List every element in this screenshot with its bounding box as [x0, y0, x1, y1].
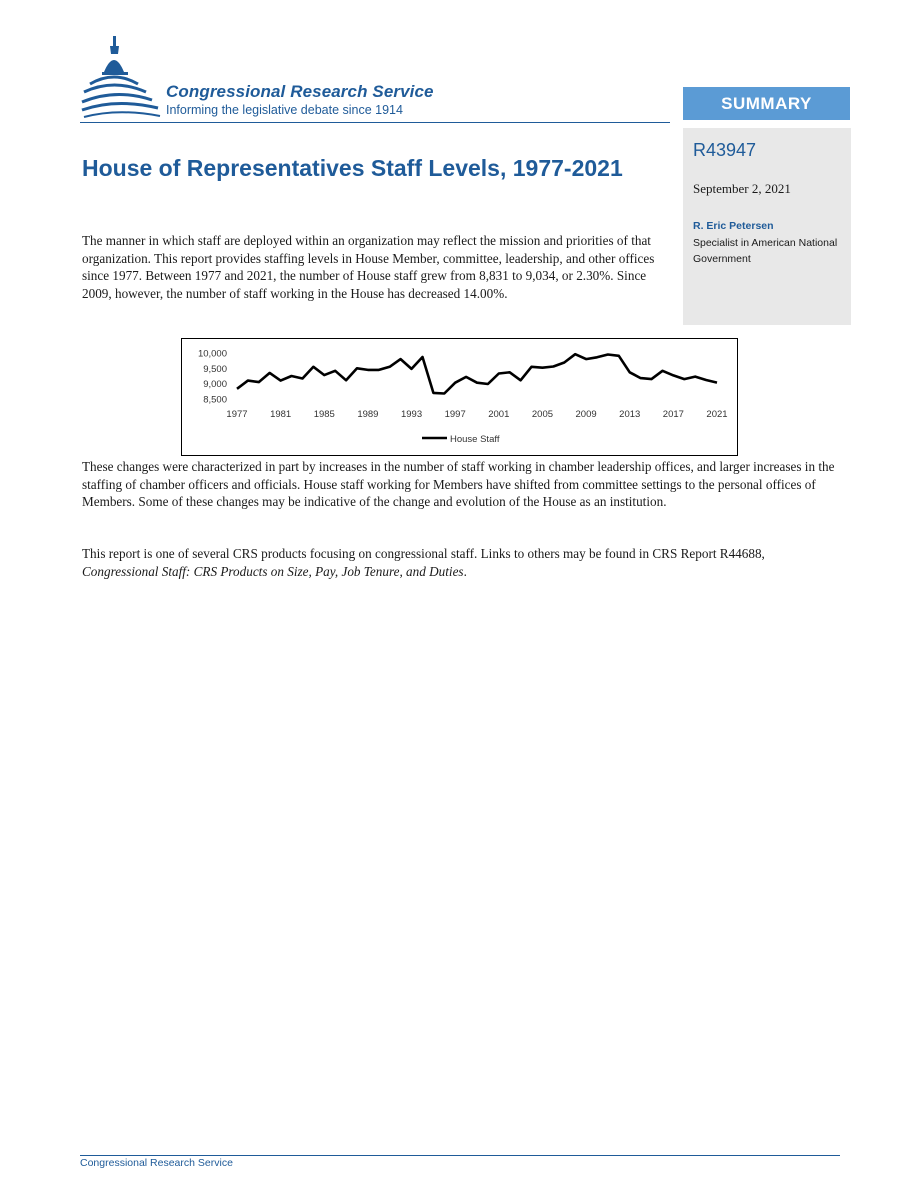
legend-label: House Staff [450, 434, 500, 445]
crs-logo-icon [80, 34, 162, 120]
x-tick-label: 1989 [357, 409, 379, 420]
report-date: September 2, 2021 [693, 181, 791, 196]
x-tick-label: 2021 [706, 409, 728, 420]
x-tick-label: 1977 [226, 409, 248, 420]
paragraph-3-end: . [463, 563, 467, 579]
house-staff-chart [181, 338, 738, 456]
x-tick-label: 1985 [313, 409, 335, 420]
summary-paragraph-2: These changes were characterized in part by increases in the number of staff working in chamber leadership offices, and larger increases in the staffing of chamber officers and officials. House staff working for Members have shifted from committee settings to the personal offices of Members. Some of these changes may be indicative of the change and evolution of the House as an institution. [82, 459, 835, 509]
paragraph-3-text: This report is one of several CRS products focusing on congressional staff. Links to others may be found in CRS Report R44688, [82, 546, 765, 561]
x-tick-label: 2009 [575, 409, 597, 420]
page-title: House of Representatives Staff Levels, 1977-2021 [82, 155, 623, 181]
footer-org-name: Congressional Research Service [80, 1157, 233, 1169]
org-tagline: Informing the legislative debate since 1914 [166, 103, 403, 117]
report-number: R43947 [693, 140, 757, 160]
y-tick-label: 10,000 [197, 348, 227, 360]
x-tick-label: 1981 [270, 409, 292, 420]
org-name: Congressional Research Service [166, 82, 434, 101]
summary-label: SUMMARY [683, 87, 850, 120]
x-tick-label: 2013 [619, 409, 641, 420]
x-tick-label: 1993 [400, 409, 423, 420]
footer-divider [80, 1155, 840, 1156]
x-tick-label: 2001 [488, 409, 510, 420]
x-tick-label: 2017 [662, 409, 684, 420]
y-tick-label: 9,500 [203, 363, 227, 375]
summary-paragraph-1: The manner in which staff are deployed within an organization may reflect the mission and priorities of that organization. This report provides staffing levels in House Member, committee, leadership, and other offices since 1977. Between 1977 and 2021, the number of House staff grew from 8,831 to 9,034, or 2.30%. Since 2009, however, the number of staff working in the House has decreased 14.00%. [82, 233, 655, 301]
x-tick-label: 1997 [444, 409, 466, 420]
chart-svg [182, 339, 739, 457]
house-staff-series-line [237, 354, 717, 393]
related-report-title: Congressional Staff: CRS Products on Size, Pay, Job Tenure, and Duties [82, 563, 464, 579]
author-name: R. Eric Petersen [693, 220, 774, 232]
author-title: Specialist in American National Government [693, 237, 838, 265]
summary-paragraph-3 [82, 545, 847, 580]
x-tick-label: 2005 [531, 409, 554, 420]
y-tick-label: 8,500 [203, 394, 227, 406]
y-tick-label: 9,000 [203, 379, 227, 391]
header-divider [80, 122, 670, 123]
